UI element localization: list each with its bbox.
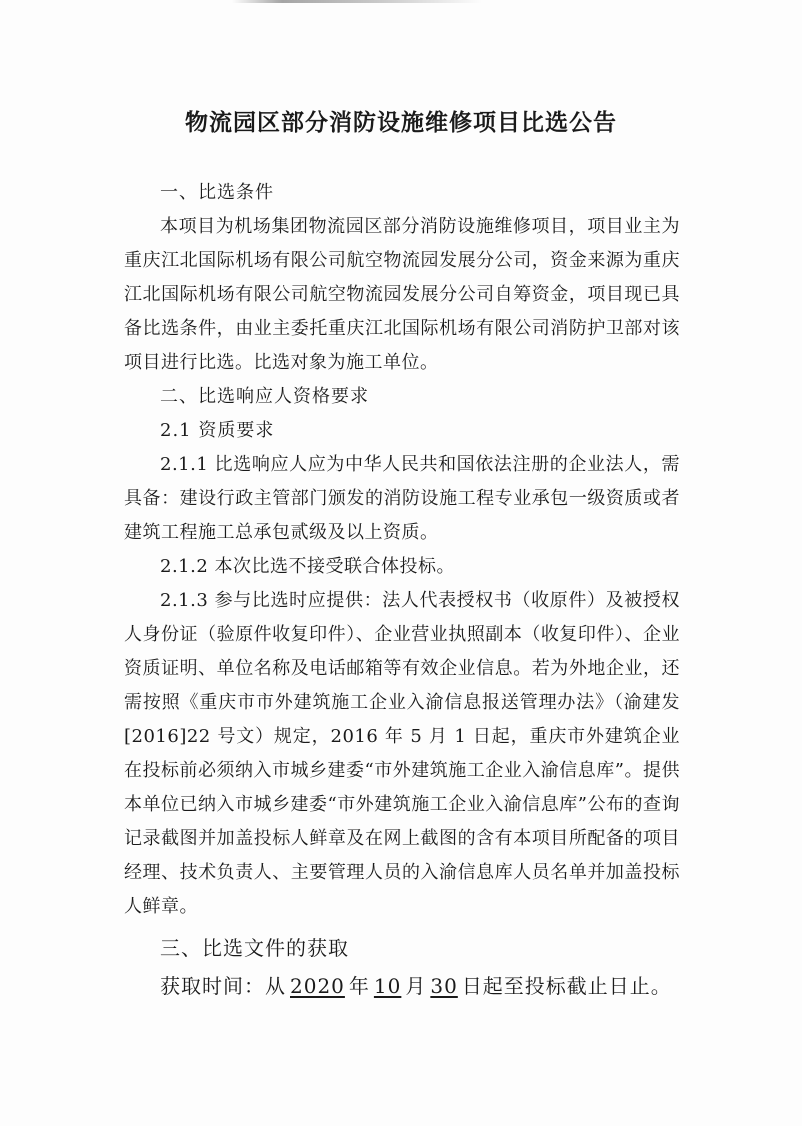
obtain-time-line: [124, 968, 680, 1004]
item-2-1-1: 2.1.1 比选响应人应为中华人民共和国依法注册的企业法人，需具备：建设行政主管部门颁发的消防设施工程专业承包一级资质或者建筑工程施工总承包贰级及以上资质。: [124, 454, 680, 543]
obtain-time-prefix: 获取时间：从: [160, 974, 286, 998]
section-2-heading: 二、比选响应人资格要求: [160, 386, 369, 407]
obtain-month-unit: 月: [405, 974, 427, 998]
section-3-heading: 三、比选文件的获取: [160, 936, 349, 960]
subsection-2-1-heading: 2.1 资质要求: [160, 420, 275, 441]
section-1-heading: 一、比选条件: [160, 182, 274, 203]
obtain-day: 30: [430, 974, 458, 998]
document-title: 物流园区部分消防设施维修项目比选公告: [185, 110, 617, 136]
obtain-month: 10: [373, 974, 402, 998]
obtain-time-suffix: 日起至投标截止日止。: [461, 974, 672, 998]
obtain-year: 2020: [290, 974, 345, 998]
section-1-body: 本项目为机场集团物流园区部分消防设施维修项目，项目业主为重庆江北国际机场有限公司航空物流园发展分公司，资金来源为重庆江北国际机场有限公司航空物流园发展分公司自筹资金，项目现已具备比选条件，由业主委托重庆江北国际机场有限公司消防护卫部对该项目进行比选。比选对象为施工单位。: [124, 216, 680, 373]
item-2-1-3: 2.1.3 参与比选时应提供：法人代表授权书（收原件）及被授权人身份证（验原件收复印件）、企业营业执照副本（收复印件）、企业资质证明、单位名称及电话邮箱等有效企业信息。若为外地企业，还需按照《重庆市市外建筑施工企业入渝信息报送管理办法》（渝建发[2016]22 号文）规定，2016 年 5 月 1 日起，重庆市外建筑企业在投标前必须纳入市城乡建委“市外建筑施工企业入渝信息库”。提供本单位已纳入市城乡建委“市外建筑施工企业入渝信息库”公布的查询记录截图并加盖投标人鲜章及在网上截图的含有本项目所配备的项目经理、技术负责人、主要管理人员的入渝信息库人员名单并加盖投标人鲜章。: [124, 590, 680, 917]
document-body: [124, 176, 680, 1004]
scan-artifact: [232, 0, 482, 3]
obtain-year-unit: 年: [348, 974, 370, 998]
item-2-1-2: 2.1.2 本次比选不接受联合体投标。: [160, 556, 456, 577]
